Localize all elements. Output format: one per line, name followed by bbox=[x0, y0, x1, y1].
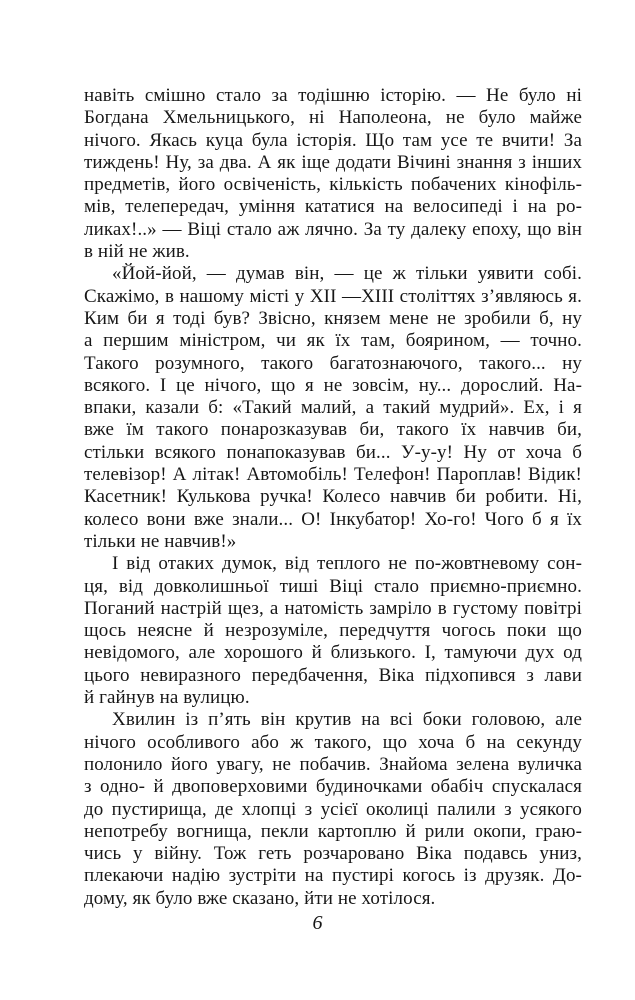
text-line: телевізор! А літак! Автомобіль! Телефон! Пароплав! Відик! bbox=[84, 464, 582, 486]
text-line: Такого розумного, такого багатознаючого, такого... ну bbox=[84, 352, 582, 374]
paragraph-1 bbox=[84, 85, 582, 263]
text-line: ликах!..» — Віці стало аж лячно. За ту далеку епоху, що він bbox=[84, 218, 582, 240]
text-line: предметів, його освіченість, кількість побачених кінофіль- bbox=[84, 174, 582, 196]
paragraph-3 bbox=[84, 553, 582, 709]
page-number: 6 bbox=[312, 912, 323, 934]
text-line: Ким би я тоді був? Звісно, князем мене не зробили б, ну bbox=[84, 307, 582, 329]
paragraph-4 bbox=[84, 709, 582, 910]
text-line: колесо вони вже знали... О! Інкубатор! Хо-го! Чого б я їх bbox=[84, 508, 582, 530]
text-line: Богдана Хмельницького, ні Наполеона, не було майже bbox=[84, 107, 582, 129]
text-line: а першим міністром, чи як їх там, боярином, — точно. bbox=[84, 330, 582, 352]
paragraph-2 bbox=[84, 263, 582, 553]
text-line: Поганий настрій щез, а натомість замріло в густому повітрі bbox=[84, 597, 582, 619]
text-line: щось неясне й незрозуміле, передчуття чогось поки що bbox=[84, 620, 582, 642]
text-line: мів, телепередач, уміння кататися на велосипеді і на ро- bbox=[84, 196, 582, 218]
text-line: в ній не жив. bbox=[84, 241, 190, 263]
text-line: нічого. Якась куца була історія. Що там усе те вчити! За bbox=[84, 129, 582, 151]
text-line: тільки не навчив!» bbox=[84, 530, 237, 552]
text-line: цього невиразного передбачення, Віка підхопився з лави bbox=[84, 664, 582, 686]
text-line: невідомого, але хорошого й близького. І, тамуючи дух од bbox=[84, 642, 582, 664]
text-line: «Йой-йой, — думав він, — це ж тільки уявити собі. bbox=[112, 263, 582, 285]
text-line: полонило його увагу, не побачив. Знайома зелена вуличка bbox=[84, 753, 582, 775]
text-line: Касетник! Кулькова ручка! Колесо навчив би робити. Ні, bbox=[84, 486, 582, 508]
text-line: стільки всякого понапоказував би... У-у-у! Ну от хоча б bbox=[84, 441, 582, 463]
text-line: дому, як було вже сказано, йти не хотілося. bbox=[84, 887, 436, 909]
text-line: й гайнув на вулицю. bbox=[84, 687, 250, 709]
text-line: Хвилин із п’ять він крутив на всі боки головою, але bbox=[112, 709, 582, 731]
text-line: вже їм такого понарозказував би, такого їх навчив би, bbox=[84, 419, 582, 441]
text-line: непотребу вогнища, пекли картоплю й рили окопи, граю- bbox=[84, 820, 582, 842]
text-line: впаки, казали б: «Такий малий, а такий мудрий». Ех, і я bbox=[84, 397, 582, 419]
text-line: чись у війну. Тож геть розчаровано Віка подавсь униз, bbox=[84, 843, 582, 865]
text-line: І від отаких думок, від теплого не по-жовтневому сон- bbox=[112, 553, 582, 575]
text-line: з одно- й двоповерховими будиночками обабіч спускалася bbox=[84, 776, 582, 798]
text-line: нічого особливого або ж такого, що хоча б на секунду bbox=[84, 731, 582, 753]
text-line: до пустирища, де хлопці з усієї околиці палили з усякого bbox=[84, 798, 582, 820]
text-line: Скажімо, в нашому місті у XII —XIII століттях з’являюсь я. bbox=[84, 285, 582, 307]
text-line: плекаючи надію зустріти на пустирі когось із друзяк. До- bbox=[84, 865, 582, 887]
text-line: ця, від довколишньої тиші Віці стало приємно-приємно. bbox=[84, 575, 582, 597]
text-line: всякого. І це нічого, що я не зовсім, ну... дорослий. На- bbox=[84, 374, 582, 396]
page-text bbox=[84, 85, 582, 910]
text-line: навіть смішно стало за тодішню історію. — Не було ні bbox=[84, 85, 582, 106]
text-line: тиждень! Ну, за два. А як іще додати Вічині знання з інших bbox=[84, 151, 582, 173]
